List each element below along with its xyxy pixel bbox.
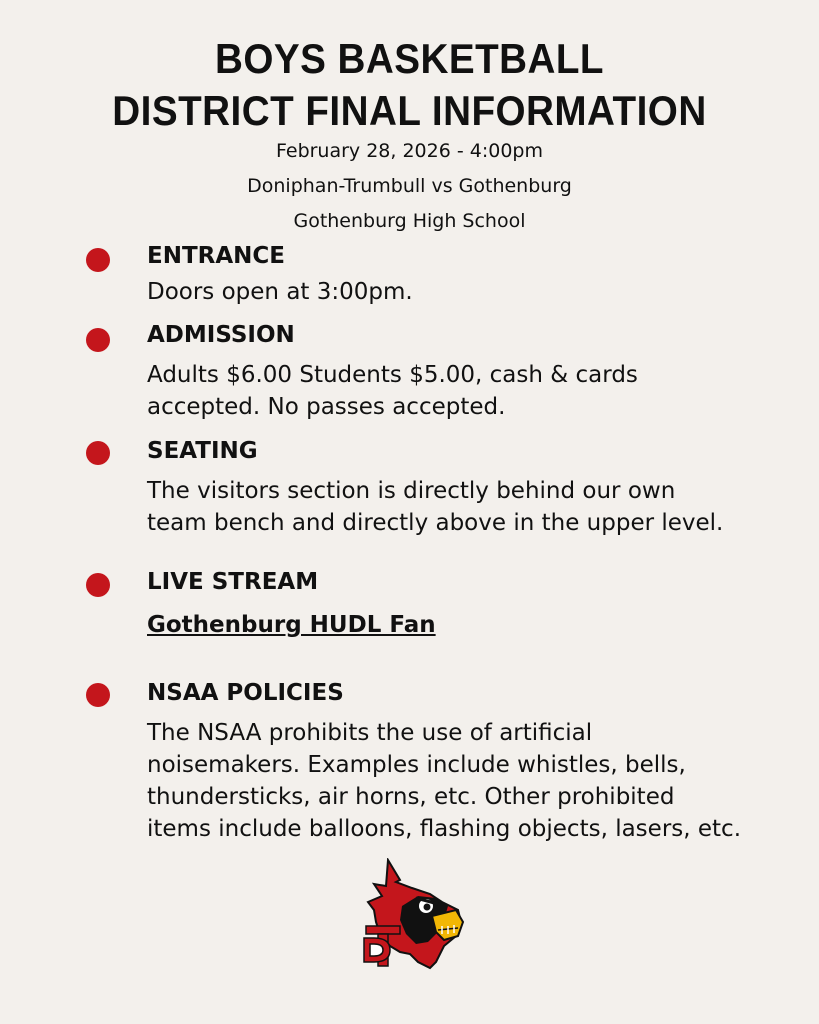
nsaa-text-line-1: The NSAA prohibits the use of artificial	[147, 720, 593, 746]
title-line-1: BOYS BASKETBALL	[214, 35, 605, 82]
entrance-text: Doors open at 3:00pm.	[147, 279, 413, 305]
admission-heading: ADMISSION	[147, 322, 295, 348]
seating-text-line-1: The visitors section is directly behind our own	[147, 478, 676, 504]
bullet-icon	[86, 328, 110, 352]
nsaa-text-line-2: noisemakers. Examples include whistles, bells,	[147, 752, 686, 778]
bullet-icon	[86, 683, 110, 707]
entrance-heading: ENTRANCE	[147, 243, 285, 269]
hudl-stream-link[interactable]: Gothenburg HUDL Fan	[147, 612, 436, 638]
title-line-2: DISTRICT FINAL INFORMATION	[112, 87, 707, 134]
event-matchup: Doniphan-Trumbull vs Gothenburg	[247, 175, 572, 197]
live-stream-heading: LIVE STREAM	[147, 569, 319, 595]
admission-text-line-1: Adults $6.00 Students $5.00, cash & cards	[147, 362, 638, 388]
cardinal-logo-icon	[360, 858, 465, 970]
bullet-icon	[86, 441, 110, 465]
event-date-time: February 28, 2026 - 4:00pm	[275, 140, 543, 162]
nsaa-heading: NSAA POLICIES	[147, 680, 344, 706]
bullet-icon	[86, 573, 110, 597]
nsaa-text-line-4: items include balloons, flashing objects, lasers, etc.	[147, 816, 742, 842]
admission-text-line-2: accepted. No passes accepted.	[147, 394, 506, 420]
event-venue: Gothenburg High School	[293, 210, 526, 232]
seating-heading: SEATING	[147, 438, 258, 464]
seating-text-line-2: team bench and directly above in the upper level.	[147, 510, 724, 536]
bullet-icon	[86, 248, 110, 272]
nsaa-text-line-3: thundersticks, air horns, etc. Other prohibited	[147, 784, 675, 810]
